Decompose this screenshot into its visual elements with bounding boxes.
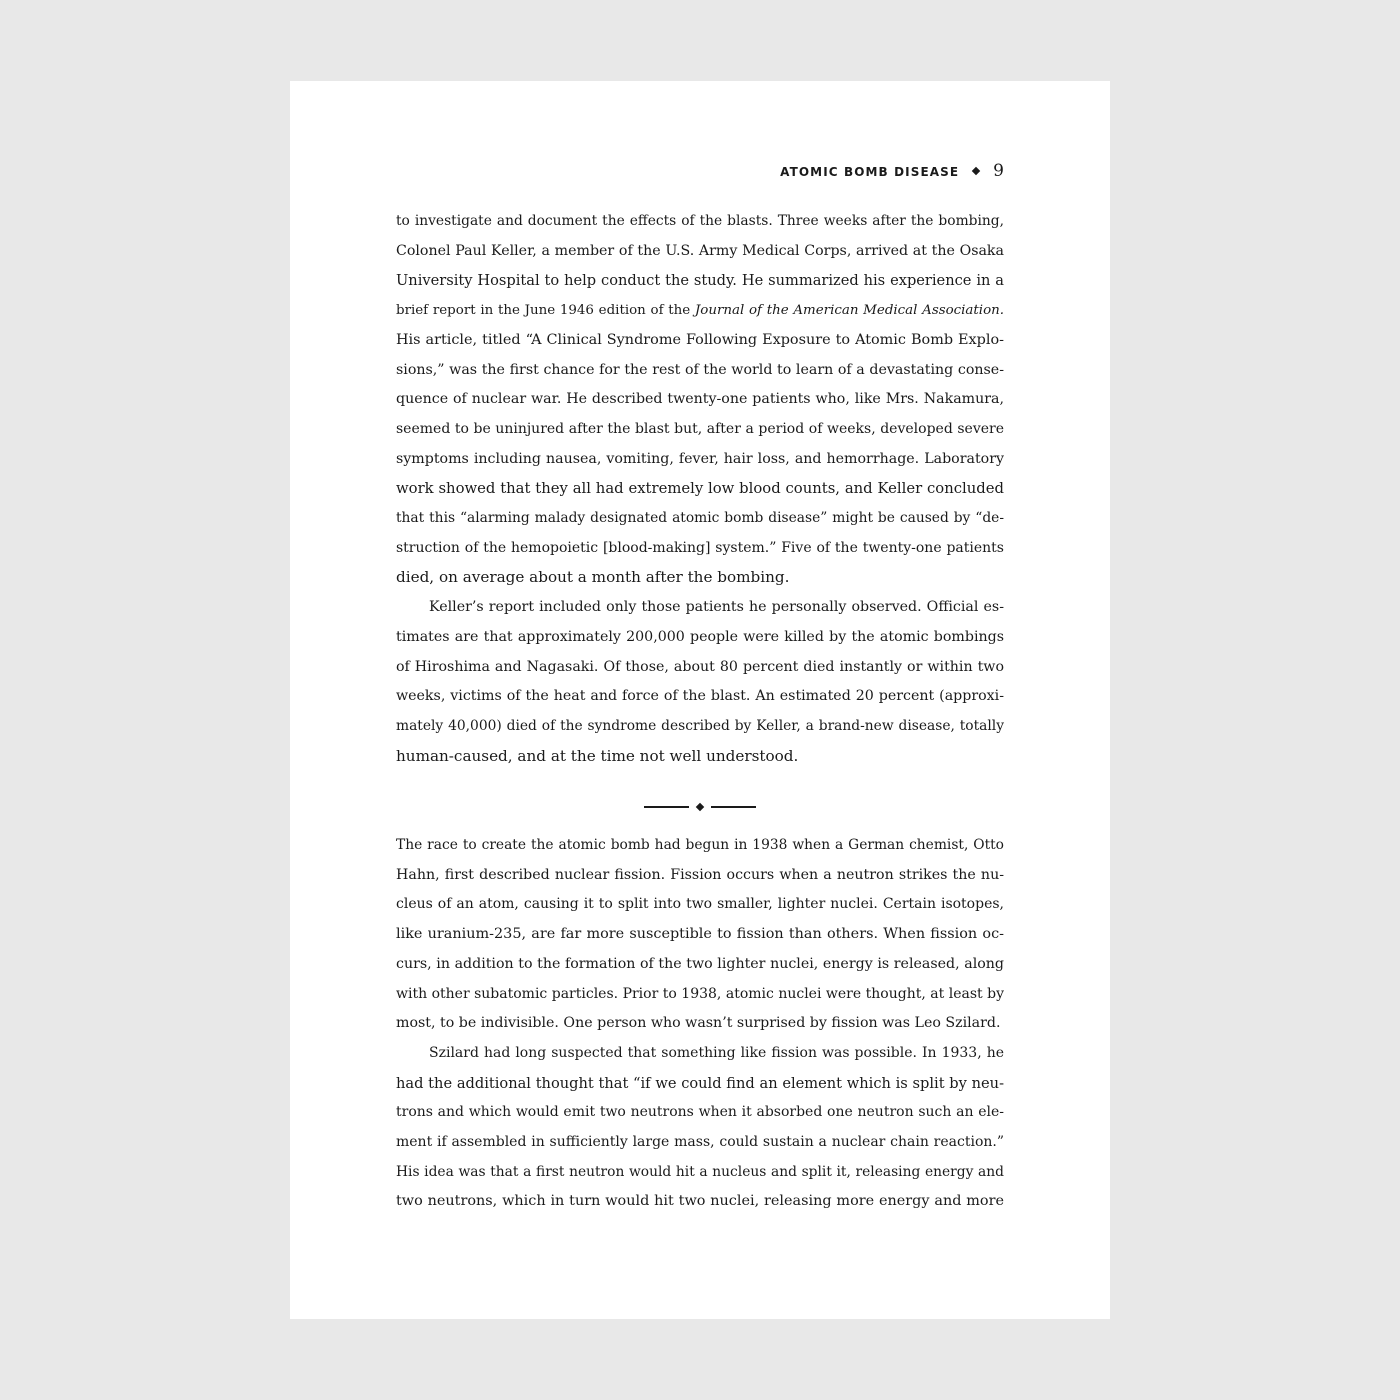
text-line: University Hospital to help conduct the study. He summarized his experience in a: [396, 272, 1004, 290]
text-line: The race to create the atomic bomb had begun in 1938 when a German chemist, Otto: [396, 837, 1004, 853]
text-line: sions,” was the first chance for the rest of the world to learn of a devastating conse-: [396, 361, 1004, 378]
text-line: ment if assembled in sufficiently large mass, could sustain a nuclear chain reaction.”: [396, 1134, 1004, 1151]
text-line: work showed that they all had extremely low blood counts, and Keller concluded: [396, 480, 1004, 498]
text-line: had the additional thought that “if we could find an element which is split by neu-: [396, 1074, 1004, 1092]
text-line: cleus of an atom, causing it to split into two smaller, lighter nuclei. Certain isotopes,: [396, 896, 1004, 913]
diamond-icon: [972, 167, 980, 175]
text-line: seemed to be uninjured after the blast but, after a period of weeks, developed severe: [396, 420, 1004, 437]
text-line: struction of the hemopoietic [blood-making] system.” Five of the twenty-one patients: [396, 539, 1004, 556]
text-line: curs, in addition to the formation of the two lighter nuclei, energy is released, along: [396, 955, 1004, 972]
ornament-rule-right: [711, 806, 756, 807]
text-line: died, on average about a month after the bombing.: [396, 568, 790, 587]
journal-title: Journal of the American Medical Association.: [694, 303, 1005, 319]
text-line: His article, titled “A Clinical Syndrome Following Exposure to Atomic Bomb Explo-: [396, 331, 1004, 348]
page-number: 9: [993, 161, 1004, 181]
text-line: most, to be indivisible. One person who wasn’t surprised by fission was Leo Szilard.: [396, 1015, 1001, 1032]
text-run: brief report in the June 1946 edition of the: [396, 303, 695, 319]
text-line: trons and which would emit two neutrons when it absorbed one neutron such an ele-: [396, 1104, 1004, 1121]
diamond-icon: [696, 803, 704, 811]
text-line: of Hiroshima and Nagasaki. Of those, about 80 percent died instantly or within two: [396, 658, 1004, 675]
text-line: Keller’s report included only those patients he personally observed. Official es-: [429, 599, 1004, 616]
book-page: [290, 81, 1110, 1319]
text-line: Colonel Paul Keller, a member of the U.S. Army Medical Corps, arrived at the Osaka: [396, 242, 1004, 259]
text-line: human-caused, and at the time not well understood.: [396, 746, 799, 765]
text-line: Szilard had long suspected that something like fission was possible. In 1933, he: [429, 1044, 1004, 1061]
text-line: that this “alarming malady designated atomic bomb disease” might be caused by “de-: [396, 510, 1004, 527]
text-line: timates are that approximately 200,000 people were killed by the atomic bombings: [396, 628, 1004, 645]
text-line: two neutrons, which in turn would hit two nuclei, releasing more energy and more: [396, 1193, 1004, 1210]
running-head-title: ATOMIC BOMB DISEASE: [780, 165, 960, 179]
section-2-text: [396, 831, 1004, 1217]
text-line: like uranium-235, are far more susceptible to fission than others. When fission oc-: [396, 926, 1004, 943]
text-line: Hahn, first described nuclear fission. Fission occurs when a neutron strikes the nu-: [396, 866, 1004, 883]
text-line: [396, 296, 1004, 326]
text-line: quence of nuclear war. He described twenty-one patients who, like Mrs. Nakamura,: [396, 391, 1004, 408]
text-line: weeks, victims of the heat and force of the blast. An estimated 20 percent (approxi-: [396, 688, 1004, 705]
section-1-text: [396, 207, 1004, 771]
text-line: with other subatomic particles. Prior to 1938, atomic nuclei were thought, at least by: [396, 985, 1004, 1002]
text-line: symptoms including nausea, vomiting, fever, hair loss, and hemorrhage. Laboratory: [396, 450, 1004, 467]
text-line: mately 40,000) died of the syndrome described by Keller, a brand-new disease, totally: [396, 717, 1004, 734]
ornament-rule-left: [644, 806, 689, 807]
running-head: [780, 161, 1004, 181]
text-line: His idea was that a first neutron would hit a nucleus and split it, releasing energy and: [396, 1163, 1004, 1180]
text-line: to investigate and document the effects of the blasts. Three weeks after the bombing,: [396, 213, 1004, 229]
section-break-ornament: [640, 804, 760, 810]
